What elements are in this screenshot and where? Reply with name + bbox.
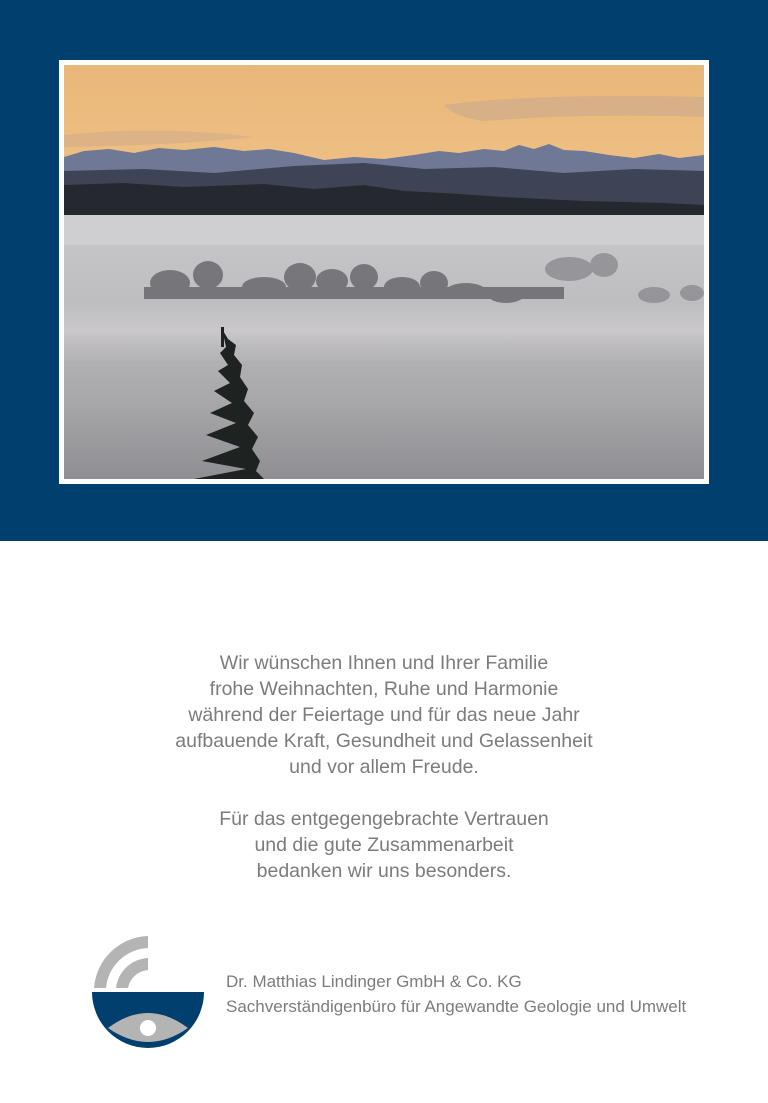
foggy-landscape-image: [64, 65, 704, 479]
greeting-text: [84, 650, 684, 884]
greeting-line: und vor allem Freude.: [289, 756, 479, 778]
company-tagline: Sachverständigenbüro für Angewandte Geologie und Umwelt: [226, 997, 687, 1016]
greeting-line: Wir wünschen Ihnen und Ihrer Familie: [219, 652, 549, 674]
company-name: Dr. Matthias Lindinger GmbH & Co. KG: [226, 972, 522, 991]
thanks-line: und die gute Zusammenarbeit: [254, 834, 514, 856]
greeting-line: aufbauende Kraft, Gesundheit und Gelassenheit: [175, 730, 593, 752]
landscape-photo: [64, 65, 704, 479]
photo-frame: [59, 60, 709, 484]
header-band: [0, 0, 768, 541]
company-logo-icon: [88, 932, 208, 1048]
thanks-line: Für das entgegengebrachte Vertrauen: [219, 808, 549, 830]
greeting-line: frohe Weihnachten, Ruhe und Harmonie: [209, 678, 559, 700]
paragraph-spacer: [84, 780, 684, 806]
thanks-line: bedanken wir uns besonders.: [256, 860, 512, 882]
company-info: [226, 969, 686, 1019]
greeting-line: während der Feiertage und für das neue Jahr: [188, 704, 580, 726]
